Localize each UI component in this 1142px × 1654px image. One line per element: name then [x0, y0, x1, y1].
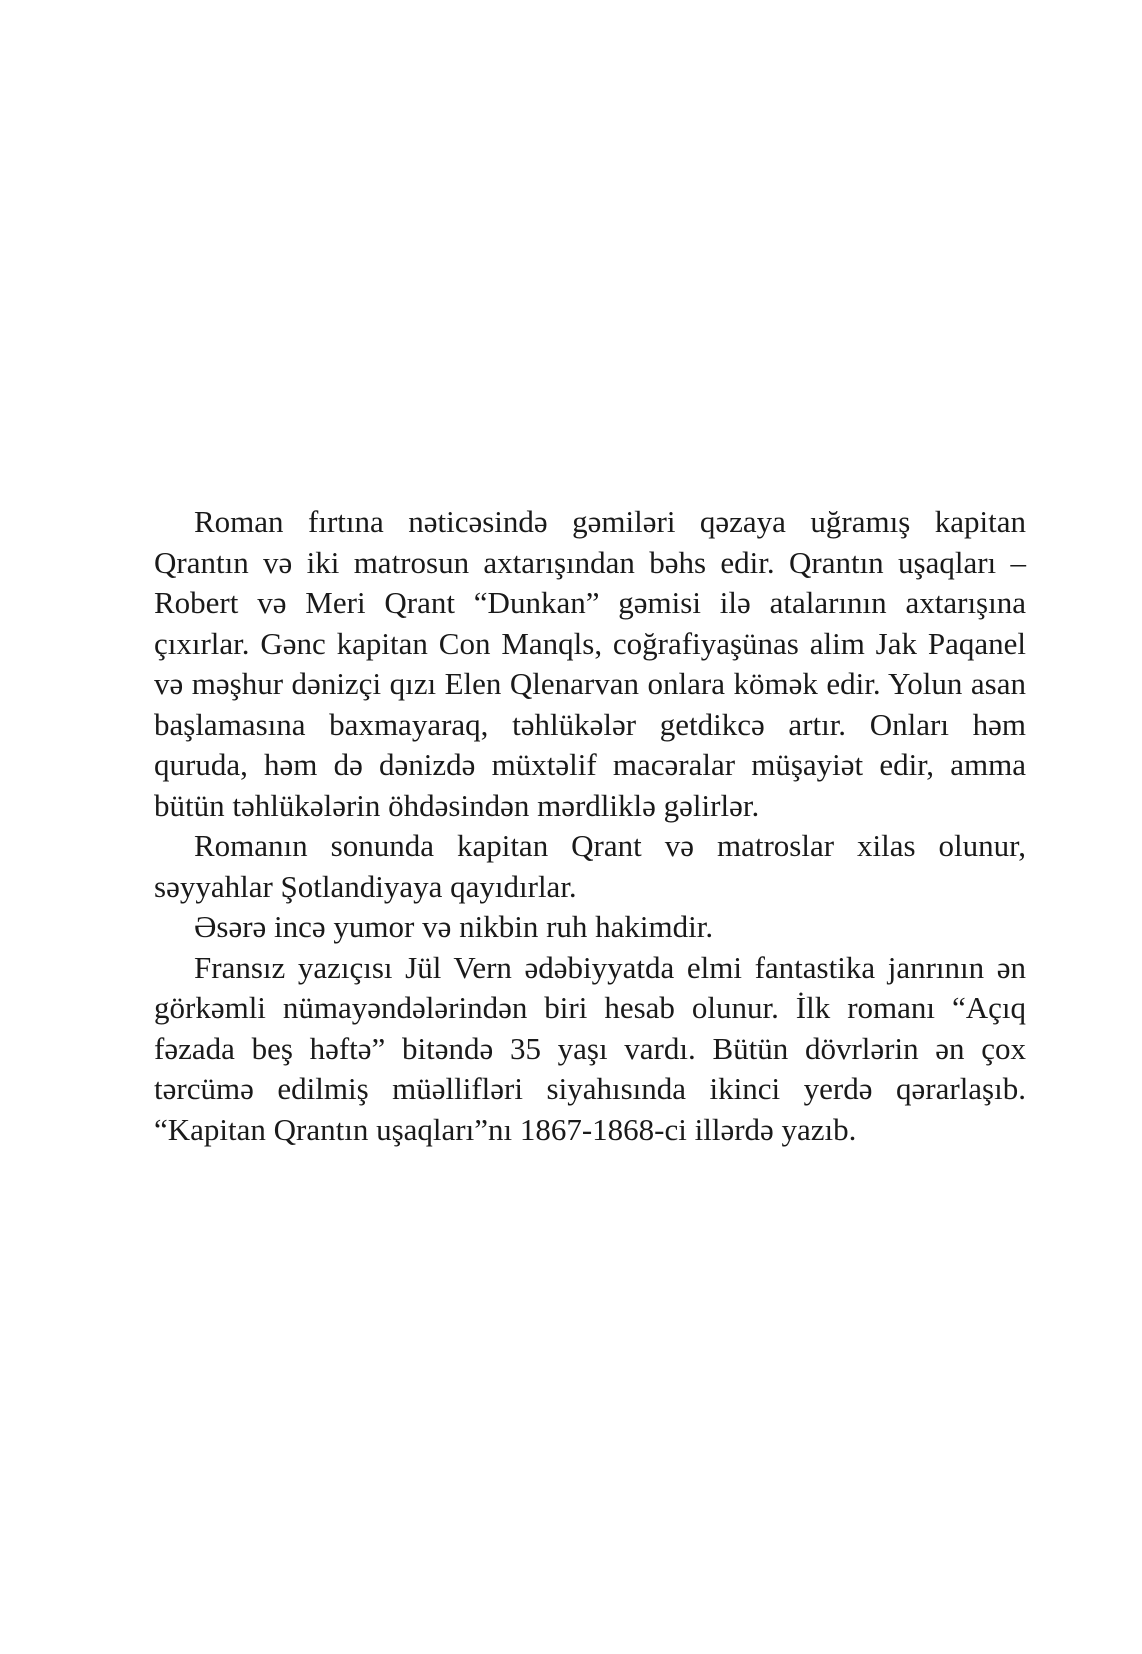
paragraph-author: Fransız yazıçısı Jül Vern ədəbiyyatda elmi fantastika janrının ən görkəmli nümayəndələrindən biri hesab olunur. İlk romanı “Açıq fəzada beş həftə” bitəndə 35 yaşı vardı. Bütün dövrlərin ən çox tərcümə edilmiş müəllifləri siyahısında ikinci yerdə qərarlaşıb. “Kapitan Qrantın uşaqları”nı 1867-1868-ci illərdə yazıb.: [154, 949, 1026, 1147]
body-text: [154, 502, 1026, 1150]
paragraph-tone: Əsərə incə yumor və nikbin ruh hakimdir.: [194, 909, 714, 944]
paragraph-ending: Romanın sonunda kapitan Qrant və matroslar xilas olunur, səyyahlar Şotlandiyaya qayıdırlar.: [154, 828, 1026, 904]
paragraph-plot-summary: Roman fırtına nəticəsində gəmiləri qəzaya uğramış kapitan Qrantın və iki matrosun axtarışından bəhs edir. Qrantın uşaqları – Robert və Meri Qrant “Dunkan” gəmisi ilə atalarının axtarışına çıxırlar. Gənc kapitan Con Manqls, coğrafiyaşünas alim Jak Paqanel və məşhur dənizçi qızı Elen Qlenarvan onlara kömək edir. Yolun asan başlamasına baxmayaraq, təhlükələr getdikcə artır. Onları həm quruda, həm də dənizdə müxtəlif macəralar müşayiət edir, amma bütün təhlükələrin öhdəsindən mərdliklə gəlirlər.: [154, 504, 1026, 823]
